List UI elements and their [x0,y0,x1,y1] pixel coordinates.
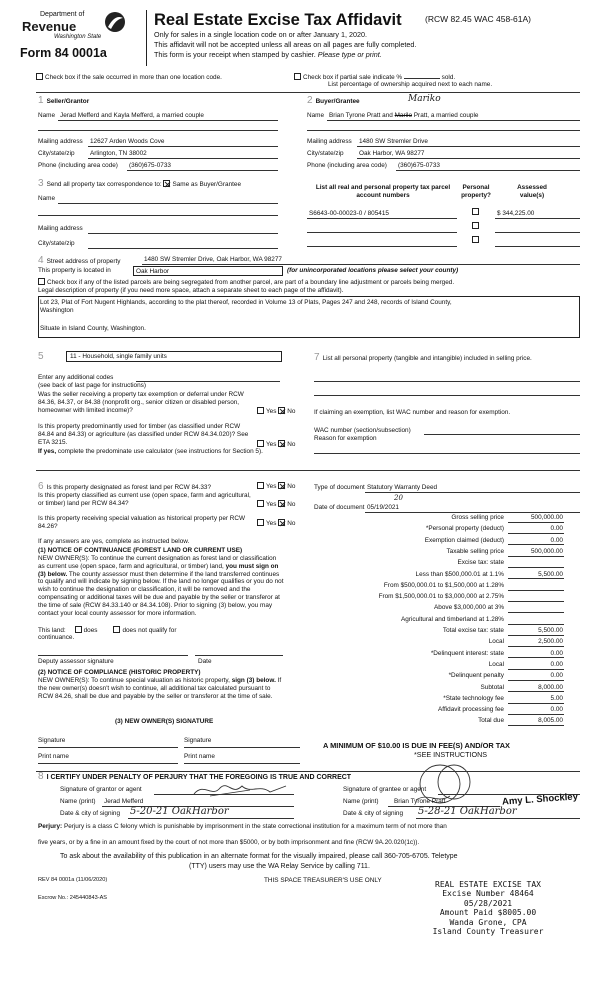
grantor-name[interactable]: Jerad Mefferd [104,798,144,805]
form-number: Form 84 0001a [20,46,107,60]
s5-q1: Was the seller receiving a property tax exemption or deferral under RCW 84.36, 84.37, or 84.38 (nonprofit org., senior citizen or disabled person, homeowner with limited income)? [38,391,244,414]
deputy-sig-label: Deputy assessor signature [38,658,114,665]
calc-label: Local [488,660,504,668]
calc-row [290,672,580,683]
seller-city-label: City/state/zip [38,150,75,157]
seller-heading: 1 Seller/Grantor [38,95,90,106]
legal-desc-label: Legal description of property (if you need more space, attach a separate sheet to each page of the affidavit). [38,287,344,294]
wac-question: If claiming an exemption, list WAC number and reason for exemption. [314,409,511,416]
assessed-col-header: Assessed value(s) [517,184,547,199]
deputy-date-label: Date [198,658,212,665]
notice2-body: NEW OWNER(S): To continue special valuation as historic property, sign (3) below. If the new owner(s) doesn't wish to continue, all additional tax calculated pursuant to RCW 84.26, shall be due and payable by the seller or transferor at the time of sale. [38,677,282,700]
notice2-title: (2) NOTICE OF COMPLIANCE (HISTORIC PROPERTY) [38,669,201,676]
buyer-mailing-label: Mailing address [307,138,352,145]
calc-label: Exemption claimed (deduct) [424,536,504,544]
calc-row [290,559,580,570]
calc-value[interactable] [508,559,564,568]
grantee-date-city[interactable]: 5-28-21 OakHarbor [418,806,517,817]
s5-q1-answer[interactable]: Yes No [257,407,295,416]
notice1-title: (1) NOTICE OF CONTINUANCE (FOREST LAND OR CURRENT USE) [38,547,243,554]
reason-label: Reason for exemption [314,435,377,442]
calc-label: Agricultural and timberland at 1.28% [400,615,504,623]
located-note: (for unincorporated locations please select your county) [287,267,459,274]
calc-label: *State technology fee [443,694,504,702]
calc-value[interactable]: 5.00 [508,695,564,704]
perjury-notice-2: five years, or by a fine in an amount fixed by the court of not more than $5000, or by both imprisonment and fine (RCW 9A.20.020(1c)). [38,839,420,846]
calc-label: Local [488,638,504,646]
buyer-mailing[interactable]: 1480 SW Stremler Drive [359,138,428,145]
page-title: Real Estate Excise Tax Affidavit [154,11,402,29]
calc-label: Taxable selling price [446,547,504,555]
calc-row [290,638,580,649]
grantor-sig-label: Signature of grantor or agent [60,786,142,793]
calc-value[interactable]: 0.00 [508,706,564,715]
calc-value[interactable] [508,604,564,613]
agent-stamp: Amy L. Shockley [501,791,579,808]
calc-label: *Delinquent interest: state [430,649,504,657]
same-as-buyer-checkbox[interactable] [163,180,170,187]
alt-format-1: To ask about the availability of this publication in an alternate format for the visually impaired, please call 360-705-6705. Teletype [60,853,458,860]
title-citation: (RCW 82.45 WAC 458-61A) [425,14,531,24]
stamp-line6: Island County Treasurer [432,927,544,937]
doc-date-correction: 20 [394,494,403,502]
calc-row [290,695,580,706]
calc-label: *Delinquent penalty [448,672,504,680]
calc-label: Gross selling price [451,514,504,521]
perjury-notice: Perjury: Perjury is a class C felony which is punishable by imprisonment in the state correctional institution for a maximum term of not more than [38,823,447,830]
corr-name-label: Name [38,195,56,202]
calc-label: *Personal property (deduct) [425,525,504,533]
calc-row [290,604,580,615]
minimum-due-note: A MINIMUM OF $10.00 IS DUE IN FEE(S) AND/OR TAX [323,741,510,750]
buyer-name[interactable]: Brian Tyrone Pratt and Marilo Pratt, a married couple [329,112,479,119]
calc-value[interactable]: 0.00 [508,537,564,546]
grantor-date-label: Date & city of signing [60,810,121,817]
calc-label: Above $3,000,000 at 3% [434,604,504,612]
any-yes-note: If any answers are yes, complete as instructed below. [38,538,190,545]
s6-q1-answer[interactable]: Yes No [257,482,295,491]
dept-line2: Revenue [22,19,77,34]
calc-value[interactable]: 8,000.00 [508,684,564,693]
legal-line3: Situate in Island County, Washington. [40,325,146,332]
calc-row [290,525,580,536]
grantor-date-city[interactable]: 5-20-21 OakHarbor [130,806,229,817]
notice3-title: (3) NEW OWNER(S) SIGNATURE [115,718,214,725]
buyer-name-label: Name [307,112,325,119]
s6-q3: Is this property receiving special valuation as historical property per RCW 84.26? [38,515,246,530]
calc-value[interactable] [508,616,564,625]
partial-sale-check[interactable]: Check box if partial sale indicate % sold. [294,73,455,82]
seller-city[interactable]: Arlington, TN 38002 [90,150,147,157]
escrow-number: Escrow No.: 245440843-AS [38,895,108,901]
treasurer-receipt-stamp [418,880,558,937]
dept-line1: Department of [40,11,85,18]
calc-label: From $1,500,000.01 to $3,000,000 at 2.75% [378,593,504,601]
stamp-line1: REAL ESTATE EXCISE TAX [435,880,541,889]
calc-value[interactable]: 500,000.00 [508,548,564,557]
calc-row [290,650,580,661]
grantee-name-label: Name (print) [343,798,379,805]
seller-phone[interactable]: (360)675-0733 [129,162,171,169]
header-divider [146,10,147,66]
legal-description-box[interactable] [38,296,580,338]
property-street[interactable]: 1480 SW Stremler Drive, Oak Harbor, WA 98277 [144,256,282,263]
calc-value[interactable] [508,582,564,591]
calc-row [290,571,580,582]
s6-q1: 6 Is this property designated as forest land per RCW 84.33? [38,481,212,492]
located-label: This property is located in [38,267,111,274]
this-land-row[interactable]: This land: does does not qualify for [38,627,177,634]
grantee-name[interactable]: Brian Tyrone Pratt [394,798,446,805]
revision-number: REV 84 0001a (11/06/2020) [38,877,108,883]
buyer-city-label: City/state/zip [307,150,344,157]
see-instructions: *SEE INSTRUCTIONS [414,750,488,759]
calc-row [290,593,580,604]
street-address-label: 4 Street address of property [38,255,121,266]
stamp-line4: Amount Paid $8005.00 [439,908,537,918]
calc-row [290,616,580,627]
calc-label: From $500,000.01 to $1,500,000 at 1.28% [383,581,504,589]
s5-q2-answer[interactable]: Yes No [257,440,295,449]
calc-row [290,661,580,672]
seller-mailing-label: Mailing address [38,138,83,145]
notice1-body: NEW OWNER(S): To continue the current designation as forest land or classification as current use (open space, farm and agricultural, or timber) land, you must sign on (3) below. The county assessor must then determine if the land transferred continues to qualify and will indicate by signing below. If the land no longer qualifies or you do not wish to continue the designation or classification, it will be removed and the compensating or additional taxes will be due and payable by the seller or transferor at the time of sale (RCW 84.33.140 or 84.34.108). Prior to signing (3) below, you may contact your local county assessor for more information. [38,555,284,617]
certify-statement: 8 I CERTIFY UNDER PENALTY OF PERJURY THAT THE FOREGOING IS TRUE AND CORRECT [38,771,352,782]
seller-phone-label: Phone (including area code) [38,162,118,169]
s5-q2: Is this property predominantly used for timber (as classified under RCW 84.84 and 84.33) or agriculture (as classified under RCW 84.34.020)? See ETA 3215. [38,423,249,446]
s6-q2-answer[interactable]: Yes No [257,500,295,509]
seller-mailing[interactable]: 12627 Arden Woods Cove [90,138,165,145]
grantor-signature [190,780,290,800]
s5-q2-note: If yes, complete the predominate use calculator (see instructions for Section 5). [38,448,263,455]
calc-row [290,537,580,548]
buyer-handwritten-name: Mariko [408,94,441,104]
stamp-line5: Wanda Grone, CPA [449,917,527,927]
personal-property-checkbox-2[interactable] [472,222,481,231]
assessed-value[interactable]: $ 344,225.00 [497,210,535,217]
calc-label: Less than $500,000.01 at 1.1% [415,570,504,578]
calc-label: Total due [478,717,504,725]
calc-value[interactable] [508,593,564,602]
dept-line3: Washington State [54,34,102,40]
header-note2: This affidavit will not be accepted unless all areas on all pages are fully completed. [154,40,417,49]
seller-name[interactable]: Jerad Mefferd and Kayla Mefferd, a married couple [60,112,204,119]
grantor-name-label: Name (print) [60,798,96,805]
dor-swoosh-icon [103,10,127,34]
owner-sig2-label: Signature [184,737,212,744]
calc-value[interactable]: 0.00 [508,650,564,659]
checkbox[interactable] [36,73,43,80]
additional-codes-label: Enter any additional codes [38,374,114,381]
legal-line1: Lot 23, Plat of Fort Nugent Highlands, according to the plat thereof, recorded in Volume 13 of Plats, Pages 247 and 248, records of Island County, [40,299,452,306]
calc-value[interactable]: 8,005.00 [508,717,564,726]
doc-date[interactable]: 05/19/2021 [367,504,399,511]
parcel-col-header: List all real and personal property tax parcel account numbers [315,184,451,199]
calc-value[interactable]: 5,500.00 [508,571,564,580]
calc-row [290,514,580,525]
calc-label: Excise tax: state [457,559,504,567]
location-select[interactable]: Oak Harbor [133,266,283,276]
continuance-label: continuance. [38,634,75,641]
treasurer-use-only: THIS SPACE TREASURER'S USE ONLY [264,877,382,884]
buyer-phone[interactable]: (360)675-0733 [398,162,440,169]
correspondence-label: 3 Send all property tax correspondence to: Same as Buyer/Grantee [38,178,242,189]
calc-row [290,627,580,638]
owner-sig1-label: Signature [38,737,66,744]
s6-q2: Is this property classified as current use (open space, farm and agricultural, or timber) land per RCW 84.34? [38,492,251,507]
calc-row [290,582,580,593]
wac-number-label: WAC number (section/subsection) [314,427,411,434]
tax-calculation [290,514,580,730]
multi-location-check[interactable]: Check box if the sale occurred in more than one location code. [36,73,222,82]
buyer-heading: 2 Buyer/Grantee [307,95,360,106]
calc-row [290,717,580,728]
alt-format-2: (TTY) users may use the WA Relay Service by calling 711. [189,863,370,870]
partial-sale-note: List percentage of ownership acquired next to each name. [328,81,493,88]
owner-print1-label: Print name [38,753,69,760]
parcel-number[interactable]: S6643-00-00023-0 / 805415 [309,210,389,217]
calc-value[interactable]: 0.00 [508,661,564,670]
checkbox[interactable] [294,73,301,80]
calc-value[interactable]: 5,500.00 [508,627,564,636]
doc-date-label: Date of document [314,504,365,511]
stamp-line2: Excise Number 48464 [442,889,534,899]
buyer-city[interactable]: Oak Harbor, WA 98277 [359,150,425,157]
header-note3: This form is your receipt when stamped by cashier. Please type or print. [154,50,382,59]
segregate-check[interactable]: Check box if any of the listed parcels are being segregated from another parcel, are part of a boundary line adjustment or parcels being merged. [38,278,454,287]
corr-city-label: City/state/zip [38,240,75,247]
seller-name-label: Name [38,112,56,119]
grantee-date-label: Date & city of signing [343,810,404,817]
header-note1: Only for sales in a single location code on or after January 1, 2020. [154,30,367,39]
grantee-sig-label: Signature of grantee or agent [343,786,427,793]
calc-value[interactable]: 0.00 [508,525,564,534]
additional-codes-note: (see back of last page for instructions) [38,382,146,389]
corr-mailing-label: Mailing address [38,225,83,232]
land-use-select[interactable]: 11 - Household, single family units [66,351,282,362]
legal-line2: Washington [40,307,74,314]
personal-property-checkbox-3[interactable] [472,236,481,245]
calc-label: Subtotal [480,683,504,691]
s6-q3-answer[interactable]: Yes No [257,519,295,528]
stamp-line3: 05/28/2021 [463,898,513,908]
personal-property-checkbox-1[interactable] [472,208,481,217]
calc-row [290,706,580,717]
personal-property-label: 7 List all personal property (tangible and intangible) included in selling price. [314,352,532,363]
owner-print2-label: Print name [184,753,215,760]
buyer-phone-label: Phone (including area code) [307,162,387,169]
doc-type-label: Type of document [314,484,365,491]
calc-row [290,548,580,559]
calc-value[interactable]: 500,000.00 [508,514,564,523]
calc-label: Affidavit processing fee [438,706,504,714]
calc-value[interactable]: 0.00 [508,672,564,681]
section5-num: 5 [38,351,44,362]
calc-value[interactable]: 2,500.00 [508,638,564,647]
calc-row [290,684,580,695]
personal-col-header: Personal property? [461,184,491,199]
doc-type[interactable]: Statutory Warranty Deed [367,484,438,491]
calc-label: Total excise tax: state [442,627,504,634]
